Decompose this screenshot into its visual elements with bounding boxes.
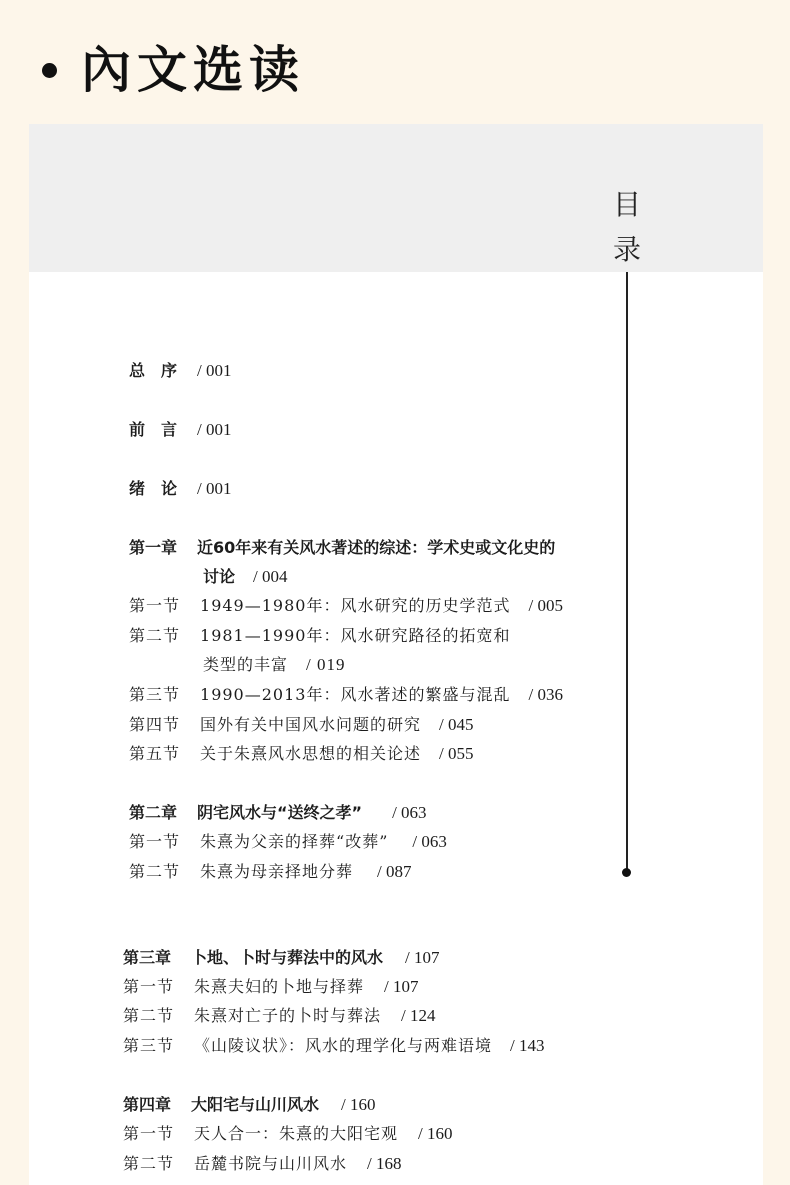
toc-chapter-title: 卜地、卜时与葬法中的风水: [191, 948, 384, 967]
toc-section-title: 朱熹夫妇的卜地与择葬: [194, 977, 365, 996]
toc-section-title: 朱熹为母亲择地分葬: [200, 862, 354, 881]
toc-entry-page: / 107: [384, 977, 419, 996]
toc-chapter-label: 第一章: [129, 538, 178, 557]
toc-section-4-1[interactable]: [123, 1124, 453, 1144]
toc-section-label: 第二节: [123, 1154, 175, 1173]
toc-entry-page: / 143: [510, 1036, 545, 1055]
toc-entry-page: / 005: [528, 596, 563, 615]
toc-chapter-4[interactable]: [123, 1095, 376, 1115]
toc-section-1-4[interactable]: [129, 715, 474, 735]
toc-entry-page: / 124: [401, 1006, 436, 1025]
toc-section-title: 岳麓书院与山川风水: [194, 1154, 348, 1173]
toc-section-1-5[interactable]: [129, 744, 474, 764]
toc-section-1-3[interactable]: [129, 685, 563, 705]
toc-section-title: 《山陵议状》：风水的理学化与两难语境: [194, 1036, 493, 1055]
toc-section-label: 第三节: [129, 685, 181, 704]
toc-title-char: 录: [613, 233, 642, 266]
toc-section-label: 第一节: [123, 977, 175, 996]
toc-rule-end-dot: [622, 868, 631, 877]
toc-entry-page: / 063: [392, 803, 427, 822]
toc-section-label: 第三节: [123, 1036, 175, 1055]
toc-section-title-line2: 类型的丰富: [203, 655, 289, 674]
toc-section-3-3[interactable]: [123, 1036, 545, 1056]
section-heading-text: 內文选读: [81, 40, 305, 99]
toc-entry-page: / 087: [377, 862, 412, 881]
toc-entry-page: / 160: [341, 1095, 376, 1114]
toc-entry-page: / 160: [418, 1124, 453, 1143]
toc-section-title: 关于朱熹风水思想的相关论述: [200, 744, 422, 763]
toc-entry-general-preface[interactable]: [129, 361, 232, 381]
toc-page: [29, 124, 763, 1185]
toc-entry-label: 绪论: [129, 479, 194, 498]
toc-entry-page: / 019: [306, 655, 346, 674]
toc-section-3-2[interactable]: [123, 1006, 436, 1026]
toc-section-title: 1981—1990年：风水研究路径的拓宽和: [200, 626, 511, 645]
bullet-dot: [42, 63, 57, 78]
toc-section-title: 国外有关中国风水问题的研究: [200, 715, 422, 734]
toc-entry-page: / 063: [412, 832, 447, 851]
toc-entry-label: 前言: [129, 420, 194, 439]
toc-section-4-2[interactable]: [123, 1154, 402, 1174]
toc-entry-page: / 001: [197, 479, 232, 498]
toc-section-label: 第四节: [129, 715, 181, 734]
toc-entry-page: / 004: [253, 567, 288, 586]
toc-entry-page: / 168: [367, 1154, 402, 1173]
toc-section-2-2[interactable]: [129, 862, 412, 882]
toc-chapter-1[interactable]: [129, 538, 555, 558]
toc-section-label: 第五节: [129, 744, 181, 763]
toc-chapter-label: 第三章: [123, 948, 172, 967]
toc-chapter-title: 近60年来有关风水著述的综述：学术史或文化史的: [197, 538, 556, 557]
toc-chapter-title-line2: 讨论: [203, 567, 236, 586]
toc-section-label: 第一节: [129, 832, 181, 851]
toc-chapter-title: 阴宅风水与“送终之孝”: [197, 803, 363, 822]
toc-section-title: 朱熹对亡子的卜时与葬法: [194, 1006, 382, 1025]
toc-entry-introduction[interactable]: [129, 479, 232, 499]
toc-entry-page: / 055: [439, 744, 474, 763]
toc-entry-label: 总序: [129, 361, 194, 380]
toc-title-char: 目: [613, 188, 642, 221]
toc-section-3-1[interactable]: [123, 977, 419, 997]
toc-section-title: 1949—1980年：风水研究的历史学范式: [200, 596, 511, 615]
toc-section-1-2-continuation[interactable]: [203, 655, 346, 675]
toc-chapter-2[interactable]: [129, 803, 427, 823]
toc-section-label: 第一节: [129, 596, 181, 615]
toc-banner: [29, 124, 763, 272]
toc-title: [613, 182, 641, 272]
toc-chapter-title: 大阳宅与山川风水: [191, 1095, 320, 1114]
toc-section-label: 第二节: [129, 862, 181, 881]
toc-chapter-label: 第四章: [123, 1095, 172, 1114]
toc-section-title: 1990—2013年：风水著述的繁盛与混乱: [200, 685, 511, 704]
toc-entry-page: / 045: [439, 715, 474, 734]
toc-entry-foreword[interactable]: [129, 420, 232, 440]
toc-entry-page: / 001: [197, 361, 232, 380]
toc-section-2-1[interactable]: [129, 832, 447, 852]
toc-entry-page: / 001: [197, 420, 232, 439]
toc-section-title: 朱熹为父亲的择葬“改葬”: [200, 832, 389, 851]
toc-chapter-label: 第二章: [129, 803, 178, 822]
toc-entry-page: / 107: [405, 948, 440, 967]
toc-entry-page: / 036: [528, 685, 563, 704]
toc-section-title: 天人合一：朱熹的大阳宅观: [194, 1124, 399, 1143]
toc-section-1-1[interactable]: [129, 596, 563, 616]
toc-section-1-2[interactable]: [129, 626, 510, 646]
toc-section-label: 第一节: [123, 1124, 175, 1143]
toc-chapter-3[interactable]: [123, 948, 440, 968]
toc-section-label: 第二节: [123, 1006, 175, 1025]
section-heading: [42, 38, 305, 102]
toc-vertical-rule: [626, 272, 628, 872]
toc-chapter-1-continuation[interactable]: [203, 567, 288, 587]
toc-section-label: 第二节: [129, 626, 181, 645]
